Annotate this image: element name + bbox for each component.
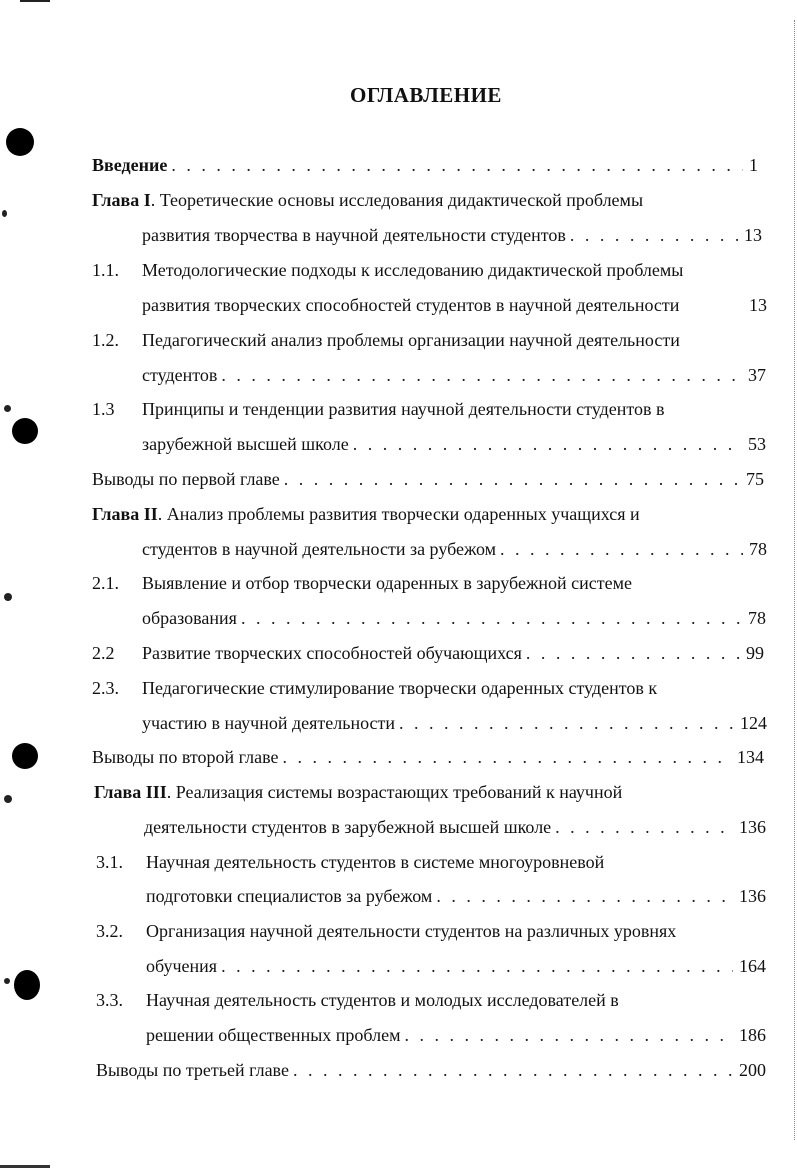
toc-title: Развитие творческих способностей обучающихся: [142, 643, 522, 663]
dot-leader: [217, 956, 733, 977]
toc-label: Введение: [92, 155, 168, 175]
toc-entry-1-1: [92, 260, 772, 286]
toc-page: 78: [748, 608, 766, 628]
toc-entry-1-1-cont: [142, 295, 767, 321]
toc-title: Выявление и отбор творчески одаренных в зарубежной системе: [142, 573, 632, 593]
scan-edge: [0, 1165, 50, 1168]
toc-number: 3.3.: [96, 990, 123, 1010]
toc-entry-3-3-cont: [146, 1025, 766, 1051]
dot-leader: [551, 817, 733, 838]
dot-leader: [349, 434, 742, 455]
dot-leader: [217, 365, 742, 386]
toc-title: обучения: [146, 956, 218, 976]
toc-page: 53: [748, 434, 766, 454]
toc-title: . Реализация системы возрастающих требований к научной: [166, 782, 623, 802]
toc-title: . Анализ проблемы развития творчески одаренных учащихся и: [157, 504, 640, 524]
toc-page: 164: [739, 956, 766, 976]
toc-page: 78: [749, 539, 767, 559]
dot-leader: [278, 747, 731, 768]
dot-leader: [237, 608, 742, 629]
toc-title: зарубежной высшей школе: [142, 434, 349, 454]
toc-entry-1-2: [92, 330, 772, 356]
toc-title: деятельности студентов в зарубежной высшей школе: [144, 817, 552, 837]
scan-speck: [4, 405, 11, 412]
toc-label: Выводы по первой главе: [92, 469, 280, 489]
toc-number: 2.3.: [92, 678, 119, 698]
scan-speck: [2, 210, 7, 217]
toc-entry-1-3-cont: [142, 434, 766, 460]
toc-entry-3-1: [96, 852, 776, 878]
toc-page: 136: [739, 886, 766, 906]
toc-entry-chapter-1: [92, 190, 762, 216]
toc-entry-1-2-cont: [142, 365, 766, 391]
toc-title: Научная деятельность студентов в системе многоуровневой: [146, 852, 605, 872]
toc-title: образования: [142, 608, 237, 628]
scan-speck: [4, 795, 12, 803]
toc-number: 1.3: [92, 399, 115, 419]
toc-title: Научная деятельность студентов и молодых исследователей в: [146, 990, 619, 1010]
toc-number: 1.1.: [92, 260, 119, 280]
toc-entry-chapter-3-cont: [144, 817, 766, 843]
dot-leader: [167, 155, 743, 176]
page-title: ОГЛАВЛЕНИЕ: [350, 83, 502, 107]
toc-title: Педагогический анализ проблемы организации научной деятельности: [142, 330, 680, 350]
toc-title: Педагогические стимулирование творчески одаренных студентов к: [142, 678, 658, 698]
dot-leader: [280, 469, 740, 490]
toc-entry-2-3-cont: [142, 713, 767, 739]
dot-leader: [496, 539, 743, 560]
toc-title: студентов: [142, 365, 218, 385]
toc-title: развития творчества в научной деятельности студентов: [142, 225, 566, 245]
dot-leader: [522, 643, 740, 664]
toc-page: 13: [744, 225, 762, 245]
toc-page: 124: [740, 713, 767, 733]
toc-entry-2-2: [92, 643, 764, 669]
toc-label: Глава I: [92, 190, 151, 210]
punch-hole: [12, 418, 38, 444]
dot-leader: [566, 225, 738, 246]
dot-leader: [401, 1025, 734, 1046]
toc-title: участию в научной деятельности: [142, 713, 396, 733]
toc-entry-2-3: [92, 678, 772, 704]
toc-title: студентов в научной деятельности за рубежом: [142, 539, 497, 559]
toc-page: 200: [739, 1060, 766, 1080]
toc-number: 3.1.: [96, 852, 123, 872]
toc-title: решении общественных проблем: [146, 1025, 401, 1045]
toc-number: 3.2.: [96, 921, 123, 941]
toc-entry-3-1-cont: [146, 886, 766, 912]
toc-number: 2.2: [92, 643, 115, 663]
toc-page: 13: [749, 295, 767, 315]
punch-hole: [6, 128, 34, 156]
toc-entry-2-1: [92, 573, 772, 599]
toc-page: 186: [739, 1025, 766, 1045]
toc-title: развития творческих способностей студентов в научной деятельности: [142, 295, 680, 315]
toc-title: подготовки специалистов за рубежом: [146, 886, 433, 906]
dot-leader: [432, 886, 733, 907]
toc-entry-chapter-2-cont: [142, 539, 767, 565]
scan-edge: [794, 20, 795, 1140]
toc-entry-chapter-1-cont: [142, 225, 762, 251]
toc-entry-intro: [92, 155, 758, 181]
toc-label: Глава III: [94, 782, 167, 802]
scan-edge: [20, 0, 50, 2]
toc-entry-3-2-cont: [146, 956, 766, 982]
toc-title: . Теоретические основы исследования дидактической проблемы: [150, 190, 644, 210]
toc-label: Выводы по второй главе: [92, 747, 279, 767]
punch-hole: [12, 743, 38, 769]
punch-hole: [14, 970, 40, 1000]
scan-speck: [4, 978, 10, 984]
toc-label: Выводы по третьей главе: [96, 1060, 289, 1080]
toc-entry-3-3: [96, 990, 776, 1016]
toc-entry-conclusions-1: [92, 469, 764, 495]
toc-number: 2.1.: [92, 573, 119, 593]
toc-label: Глава II: [92, 504, 158, 524]
scan-speck: [4, 593, 12, 601]
toc-title: Методологические подходы к исследованию дидактической проблемы: [142, 260, 684, 280]
toc-entry-chapter-3: [94, 782, 774, 808]
toc-entry-chapter-2: [92, 504, 772, 530]
toc-entry-2-1-cont: [142, 608, 766, 634]
toc-entry-3-2: [96, 921, 776, 947]
toc-page: 37: [748, 365, 766, 385]
toc-entry-1-3: [92, 399, 772, 425]
toc-number: 1.2.: [92, 330, 119, 350]
toc-entry-conclusions-2: [92, 747, 764, 773]
dot-leader: [289, 1060, 733, 1081]
toc-page: 136: [739, 817, 766, 837]
toc-entry-conclusions-3: [96, 1060, 766, 1086]
toc-page: 1: [749, 155, 758, 175]
toc-title: Принципы и тенденции развития научной деятельности студентов в: [142, 399, 665, 419]
dot-leader: [395, 713, 734, 734]
toc-page: 134: [737, 747, 764, 767]
toc-page: 75: [746, 469, 764, 489]
toc-page: 99: [746, 643, 764, 663]
toc-title: Организация научной деятельности студентов на различных уровнях: [146, 921, 677, 941]
